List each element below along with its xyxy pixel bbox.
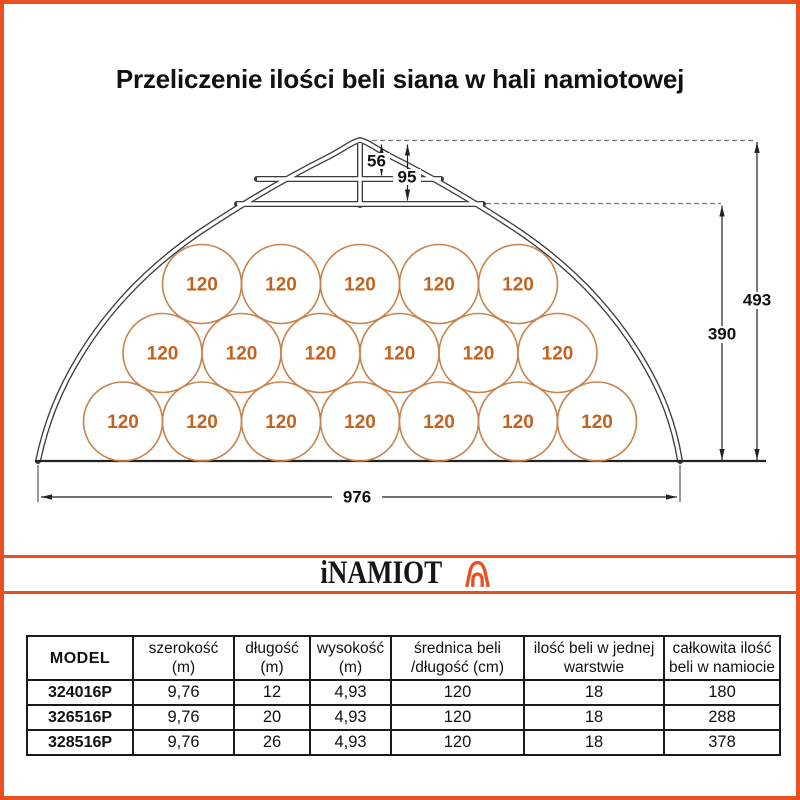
table-cell: 20: [234, 705, 310, 730]
hay-bale: [163, 382, 242, 461]
table-row: [27, 680, 780, 705]
bale-diameter-label: 120: [423, 274, 455, 296]
table-cell: 9,76: [133, 680, 234, 705]
hay-bale: [400, 245, 479, 324]
table-cell: 18: [524, 705, 664, 730]
bale-diameter-label: 120: [225, 343, 258, 365]
page-title: Przeliczenie ilości beli siana w hali namiotowej: [115, 64, 685, 94]
table-header-row: [27, 636, 780, 680]
hay-bale: [518, 314, 597, 393]
bale-diameter-label: 120: [423, 412, 455, 433]
table-cell: 378: [664, 730, 780, 755]
table-cell: 120: [391, 705, 524, 730]
table-cell: 26: [234, 730, 310, 755]
bale-diameter-label: 120: [265, 274, 297, 296]
table-cell: 9,76: [133, 730, 234, 755]
bale-diameter-label: 120: [344, 274, 376, 296]
hay-bale: [163, 245, 242, 324]
table-cell: 4,93: [310, 730, 391, 755]
table-row: [27, 730, 780, 755]
bale-diameter-label: 120: [304, 343, 337, 365]
dimension-lines: [41, 142, 757, 497]
tent-diagram: [0, 4, 800, 552]
col-header-width: szerokość (m): [133, 636, 234, 680]
table-cell: 288: [664, 705, 780, 730]
bale-diameter-label: 120: [186, 274, 218, 296]
side-height-dimension-label: 390: [707, 324, 737, 344]
bale-diameter-label: 120: [502, 274, 534, 296]
logo: [4, 557, 796, 590]
bale-diameter-label: 120: [344, 412, 376, 433]
width-dimension-label: 976: [342, 487, 372, 507]
logo-divider-bottom: [4, 591, 796, 594]
table-cell: 120: [391, 680, 524, 705]
hay-bale: [242, 245, 321, 324]
col-header-total-bales: całkowita ilość beli w namiocie: [664, 636, 780, 680]
table-cell: 18: [524, 730, 664, 755]
hay-bale: [84, 382, 163, 461]
table-cell: 12: [234, 680, 310, 705]
table-cell: 9,76: [133, 705, 234, 730]
table-cell: 4,93: [310, 680, 391, 705]
hay-bale: [321, 382, 400, 461]
hay-bale: [360, 314, 439, 393]
spec-table: [26, 635, 781, 756]
peak-beam-dimension-label: 95: [397, 167, 417, 187]
peak-purlin-dimension-label: 56: [367, 151, 386, 171]
logo-text: iNAMIOT: [320, 555, 442, 591]
col-header-model: MODEL: [27, 636, 133, 680]
bale-diameter-label: 120: [107, 412, 139, 433]
hay-bale: [202, 314, 281, 393]
hay-bale: [439, 314, 518, 393]
bale-diameter-label: 120: [502, 412, 534, 433]
table-cell: 4,93: [310, 705, 391, 730]
col-header-bale-diameter: średnica beli /długość (cm): [391, 636, 524, 680]
hay-bale: [281, 314, 360, 393]
table-cell: 180: [664, 680, 780, 705]
hay-bale: [479, 245, 558, 324]
table-cell: 18: [524, 680, 664, 705]
table-cell-model: 326516P: [27, 705, 133, 730]
bale-diameter-label: 120: [383, 343, 416, 365]
hay-bale: [400, 382, 479, 461]
table-row: [27, 705, 780, 730]
bale-diameter-label: 120: [265, 412, 297, 433]
table-cell: 120: [391, 730, 524, 755]
tent-icon: [462, 558, 493, 589]
hay-bale: [321, 245, 400, 324]
col-header-height: wysokość (m): [310, 636, 391, 680]
bale-diameter-label: 120: [462, 343, 495, 365]
hay-bale: [479, 382, 558, 461]
total-height-dimension-label: 493: [742, 290, 772, 310]
hay-bale: [558, 382, 637, 461]
bale-diameter-label: 120: [186, 412, 218, 433]
col-header-length: długość (m): [234, 636, 310, 680]
bale-diameter-label: 120: [146, 343, 179, 365]
hay-bales: [84, 245, 637, 462]
hay-bale: [123, 314, 202, 393]
bale-diameter-label: 120: [581, 412, 613, 433]
table-cell-model: 324016P: [27, 680, 133, 705]
table-cell-model: 328516P: [27, 730, 133, 755]
hay-bale: [242, 382, 321, 461]
col-header-bales-per-layer: ilość beli w jednej warstwie: [524, 636, 664, 680]
bale-diameter-label: 120: [541, 343, 574, 365]
